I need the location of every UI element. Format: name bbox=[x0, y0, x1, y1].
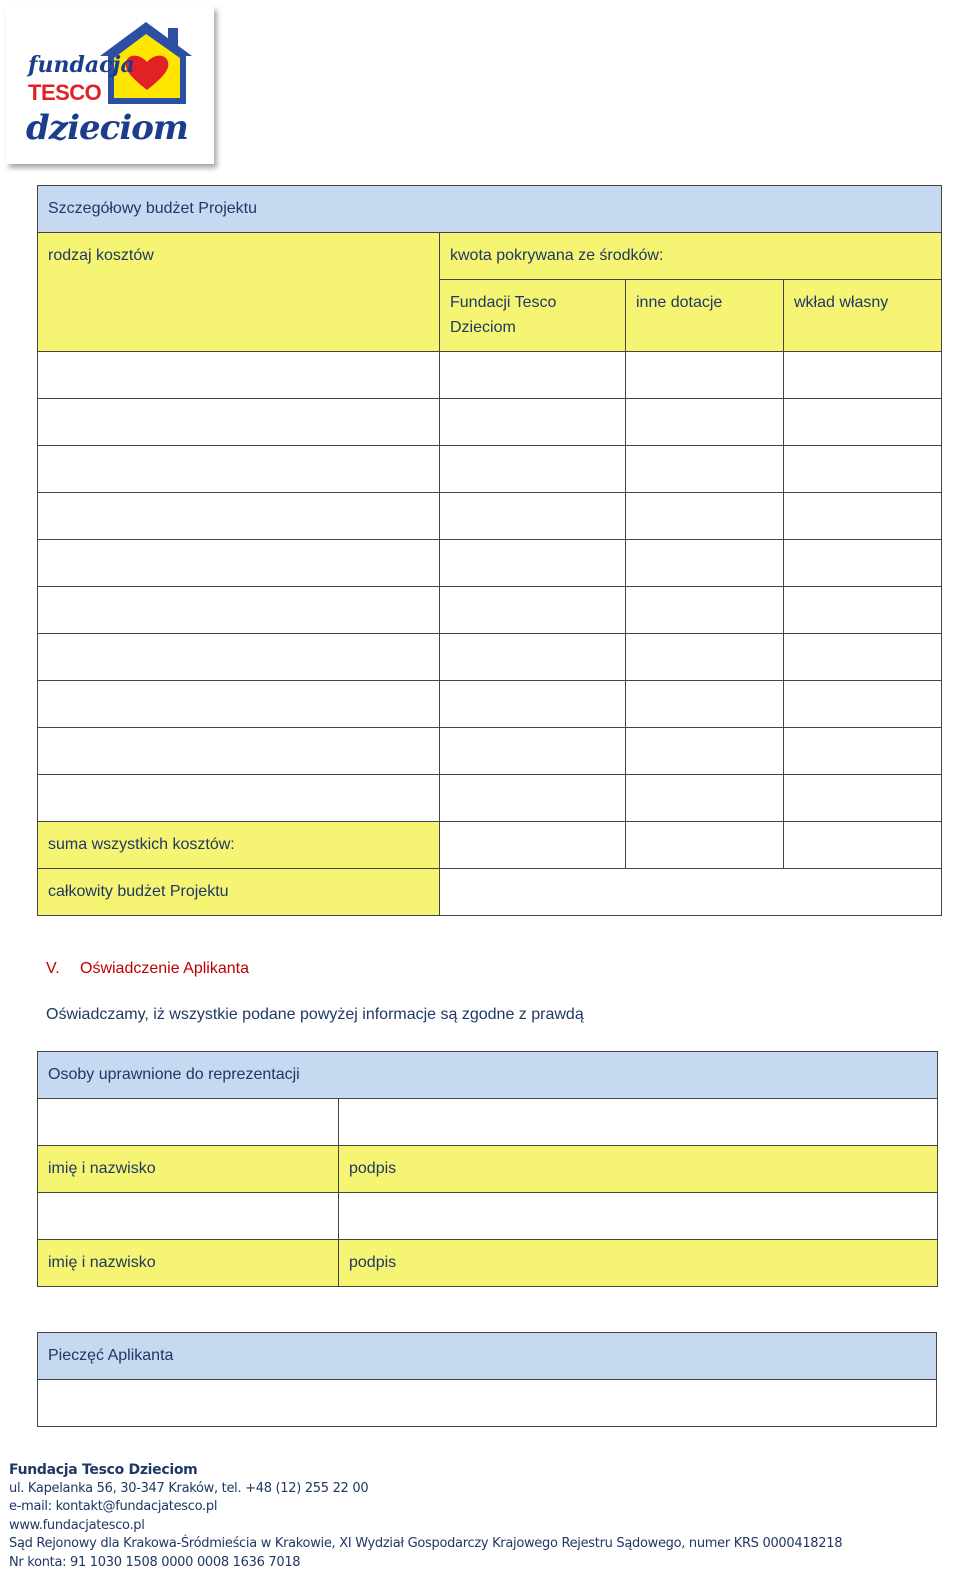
other-amount-cell[interactable] bbox=[626, 493, 784, 540]
budget-title: Szczegółowy budżet Projektu bbox=[38, 186, 942, 233]
cost-type-cell[interactable] bbox=[38, 587, 440, 634]
other-amount-cell[interactable] bbox=[626, 446, 784, 493]
own-amount-cell[interactable] bbox=[784, 587, 942, 634]
other-amount-cell[interactable] bbox=[626, 399, 784, 446]
other-amount-cell[interactable] bbox=[626, 540, 784, 587]
cost-type-cell[interactable] bbox=[38, 399, 440, 446]
cost-type-cell[interactable] bbox=[38, 540, 440, 587]
declaration-statement: Oświadczamy, iż wszystkie podane powyżej informacje są zgodne z prawdą bbox=[46, 1006, 584, 1023]
representatives-table bbox=[37, 1051, 938, 1287]
other-amount-cell[interactable] bbox=[626, 728, 784, 775]
section-heading bbox=[46, 960, 249, 978]
cost-type-cell[interactable] bbox=[38, 775, 440, 822]
own-amount-cell[interactable] bbox=[784, 540, 942, 587]
total-budget-label: całkowity budżet Projektu bbox=[38, 869, 440, 916]
other-amount-cell[interactable] bbox=[626, 775, 784, 822]
logo-word-tesco: TESCO bbox=[28, 80, 102, 105]
name-field-2[interactable] bbox=[38, 1193, 339, 1240]
other-amount-cell[interactable] bbox=[626, 587, 784, 634]
tesco-amount-cell[interactable] bbox=[440, 775, 626, 822]
footer-bank-account: Nr konta: 91 1030 1508 0000 0008 1636 7018 bbox=[9, 1554, 301, 1570]
stamp-field[interactable] bbox=[38, 1380, 937, 1427]
tesco-amount-cell[interactable] bbox=[440, 587, 626, 634]
own-amount-cell[interactable] bbox=[784, 446, 942, 493]
cost-type-header: rodzaj kosztów bbox=[38, 233, 440, 352]
own-amount-cell[interactable] bbox=[784, 352, 942, 399]
representatives-title: Osoby uprawnione do reprezentacji bbox=[38, 1052, 938, 1099]
signature-field-2[interactable] bbox=[339, 1193, 938, 1240]
own-amount-cell[interactable] bbox=[784, 775, 942, 822]
tesco-amount-cell[interactable] bbox=[440, 540, 626, 587]
footer-org: Fundacja Tesco Dzieciom bbox=[9, 1462, 198, 1478]
name-label-1: imię i nazwisko bbox=[38, 1146, 339, 1193]
footer-email[interactable]: e-mail: kontakt@fundacjatesco.pl bbox=[9, 1499, 218, 1514]
own-contribution-header: wkład własny bbox=[784, 280, 942, 352]
section-number: V. bbox=[46, 960, 60, 977]
budget-table bbox=[37, 185, 942, 916]
cost-type-cell[interactable] bbox=[38, 352, 440, 399]
footer bbox=[9, 1461, 842, 1572]
amount-source-header: kwota pokrywana ze środków: bbox=[440, 233, 942, 280]
tesco-amount-cell[interactable] bbox=[440, 728, 626, 775]
tesco-amount-cell[interactable] bbox=[440, 681, 626, 728]
other-amount-cell[interactable] bbox=[626, 352, 784, 399]
sum-tesco-cell[interactable] bbox=[440, 822, 626, 869]
other-grants-header: inne dotacje bbox=[626, 280, 784, 352]
own-amount-cell[interactable] bbox=[784, 399, 942, 446]
fundacja-tesco-logo bbox=[6, 6, 214, 164]
signature-field-1[interactable] bbox=[339, 1099, 938, 1146]
name-label-2: imię i nazwisko bbox=[38, 1240, 339, 1287]
logo-word-dzieciom: dzieciom bbox=[26, 108, 188, 148]
cost-type-cell[interactable] bbox=[38, 681, 440, 728]
stamp-table bbox=[37, 1332, 937, 1427]
tesco-amount-cell[interactable] bbox=[440, 399, 626, 446]
other-amount-cell[interactable] bbox=[626, 634, 784, 681]
tesco-funds-header: Fundacji Tesco Dzieciom bbox=[440, 280, 626, 352]
own-amount-cell[interactable] bbox=[784, 493, 942, 540]
name-field-1[interactable] bbox=[38, 1099, 339, 1146]
footer-website[interactable]: www.fundacjatesco.pl bbox=[9, 1517, 145, 1533]
stamp-title: Pieczęć Aplikanta bbox=[38, 1333, 937, 1380]
cost-type-cell[interactable] bbox=[38, 446, 440, 493]
cost-type-cell[interactable] bbox=[38, 634, 440, 681]
tesco-amount-cell[interactable] bbox=[440, 493, 626, 540]
tesco-amount-cell[interactable] bbox=[440, 446, 626, 493]
other-amount-cell[interactable] bbox=[626, 681, 784, 728]
footer-address: ul. Kapelanka 56, 30-347 Kraków, tel. +48 (12) 255 22 00 bbox=[9, 1480, 369, 1496]
signature-label-2: podpis bbox=[339, 1240, 938, 1287]
tesco-amount-cell[interactable] bbox=[440, 634, 626, 681]
own-amount-cell[interactable] bbox=[784, 634, 942, 681]
sum-label: suma wszystkich kosztów: bbox=[38, 822, 440, 869]
cost-type-cell[interactable] bbox=[38, 493, 440, 540]
sum-other-cell[interactable] bbox=[626, 822, 784, 869]
logo-word-fundacja: fundacja bbox=[28, 52, 135, 78]
cost-type-cell[interactable] bbox=[38, 728, 440, 775]
sum-own-cell[interactable] bbox=[784, 822, 942, 869]
total-budget-cell[interactable] bbox=[440, 869, 942, 916]
tesco-amount-cell[interactable] bbox=[440, 352, 626, 399]
signature-label-1: podpis bbox=[339, 1146, 938, 1193]
own-amount-cell[interactable] bbox=[784, 681, 942, 728]
own-amount-cell[interactable] bbox=[784, 728, 942, 775]
section-title: Oświadczenie Aplikanta bbox=[80, 960, 249, 977]
footer-court-registry: Sąd Rejonowy dla Krakowa-Śródmieścia w Krakowie, XI Wydział Gospodarczy Krajowego Rejestru Sądowego, numer KRS 0000418218 bbox=[9, 1536, 843, 1551]
